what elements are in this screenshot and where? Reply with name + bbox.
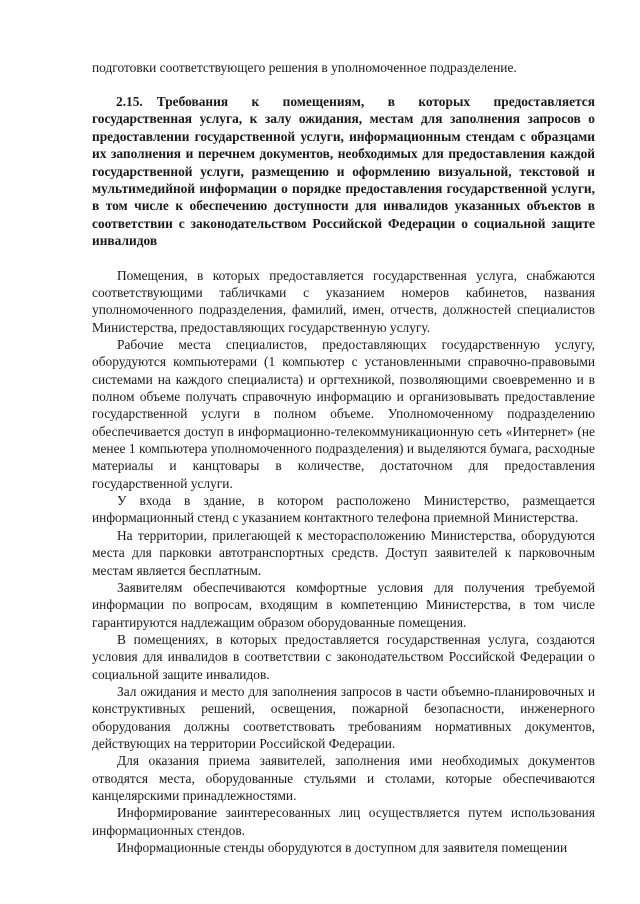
section-heading <box>92 93 595 250</box>
paragraph-waiting-hall: Зал ожидания и место для заполнения запросов в части объемно-планировочных и конструктивных решений, освещения, пожарной безопасности, инженерного оборудования должны соответствовать требованиям нормативных документов, действующих на территории Российской Федерации. <box>92 683 595 751</box>
paragraph-premises-signage: Помещения, в которых предоставляется государственная услуга, снабжаются соответствующими табличками с указанием номеров кабинетов, названия уполномоченного подразделения, фамилий, имен, отчеств, должностей специалистов Министерства, предоставляющих государственную услугу. <box>92 267 595 335</box>
section-body <box>92 267 595 857</box>
paragraph-info-stands: Информационные стенды оборудуются в доступном для заявителя помещении <box>117 840 568 855</box>
paragraph-parking: На территории, прилегающей к месторасположению Министерства, оборудуются места для парковки автотранспортных средств. Доступ заявителей к парковочным местам является бесплатным. <box>92 527 595 578</box>
paragraph-workplaces: Рабочие места специалистов, предоставляющих государственную услугу, оборудуются компьютерами (1 компьютер с установленными справочно-правовыми системами на каждого специалиста) и оргтехникой, позволяющими своевременно и в полном объеме получать справочную информацию и организовывать предоставление государственной услуги в полном объеме. Уполномоченному подразделению обеспечивается доступ в информационно-телекоммуникационную сеть «Интернет» (не менее 1 компьютера уполномоченного подразделения) и выделяются бумага, расходные материалы и канцтовары в количестве, достаточном для предоставления государственной услуги. <box>92 337 595 491</box>
paragraph-informing: Информирование заинтересованных лиц осуществляется путем использования информационных стендов. <box>92 805 595 838</box>
paragraph-accessibility: В помещениях, в которых предоставляется государственная услуга, создаются условия для инвалидов в соответствии с законодательством Российской Федерации о социальной защите инвалидов. <box>92 631 595 682</box>
paragraph-comfort: Заявителям обеспечиваются комфортные условия для получения требуемой информации по вопросам, входящим в компетенцию Министерства, в том числе гарантируются надлежащим образом оборудованные помещения. <box>92 579 595 630</box>
section-title: Требования к помещениям, в которых предоставляется государственная услуга, к залу ожидания, местам для заполнения запросов о предоставлении государственной услуги, информационным стендам с образцами их заполнения и перечнем документов, необходимых для предоставления каждой государственной услуги, размещению и оформлению визуальной, текстовой и мультимедийной информации о порядке предоставления государственной услуги, в том числе к обеспечению доступности для инвалидов указанных объектов в соответствии с законодательством Российской Федерации о социальной защите инвалидов <box>92 94 595 249</box>
section-number: 2.15. <box>116 94 143 109</box>
document-page <box>92 60 595 856</box>
paragraph-reception-places: Для оказания приема заявителей, заполнения ими необходимых документов отводятся места, оборудованные стульями и столами, которые обеспечиваются канцелярскими принадлежностями. <box>92 753 595 803</box>
paragraph-entrance-stand: У входа в здание, в котором расположено Министерство, размещается информационный стенд с указанием контактного телефона приемной Министерства. <box>92 493 595 526</box>
continuation-line: подготовки соответствующего решения в уполномоченное подразделение. <box>92 60 517 75</box>
